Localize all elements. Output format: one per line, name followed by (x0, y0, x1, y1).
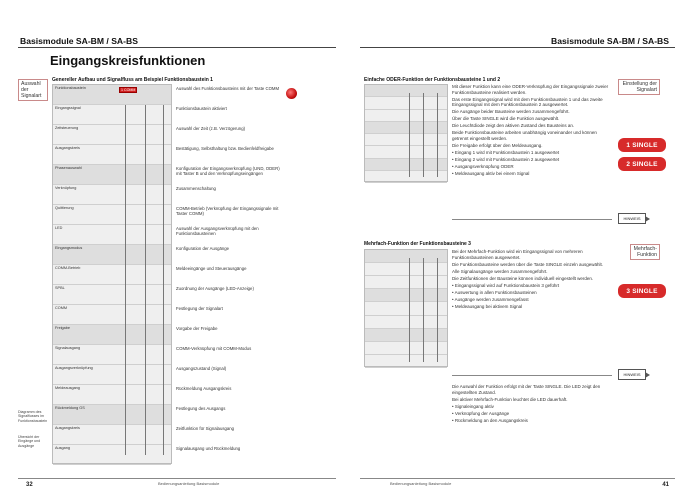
description-item: Zuordnung der Ausgänge (LED-Anzeige) (176, 286, 254, 291)
paragraph: Die Ausgänge beider Bausteine werden zusammengeführt. (452, 109, 570, 114)
diagram-row (53, 145, 171, 165)
diagram-row (365, 250, 447, 263)
diagram-row (53, 85, 171, 105)
bullet-item: • Rückmeldung an den Ausgangskreis (452, 417, 528, 423)
diagram-row-label: Freigabe (55, 326, 70, 330)
single-badge-2: 2 SINGLE (618, 157, 666, 171)
diagram-row (365, 134, 447, 146)
left-footer-text: Bedienungsanleitung Basismodule (158, 481, 220, 486)
paragraph: Die Leuchtdiode zeigt den aktiven Zustand des Bausteins an. (452, 123, 575, 128)
diagram-row (365, 171, 447, 183)
diagram-row (53, 405, 171, 425)
diagram-note: Diagramm des Signalflusses im Funktionsbaustein (18, 410, 48, 423)
description-item: COMM-Betrieb (Verknüpfung der Eingangssignale mit Taster COMM) (176, 206, 279, 217)
hinweis-box: HINWEIS (618, 369, 646, 380)
diagram-row-label: Ausgangskreis (55, 146, 80, 150)
diagram-row-label: Ausgangskreis (55, 426, 80, 430)
description-item: Auswahl des Funktionsbausteins mit der Taste COMM (176, 86, 280, 91)
description-item: Signalausgang und Rückmeldung (176, 446, 241, 451)
description-item: Zusammenschaltung (176, 186, 216, 191)
description-item: Bestätigung, Selbsthaltung bzw. Bedienfeldfreigabe (176, 146, 274, 151)
paragraph: Die Auswahl der Funktion erfolgt mit der Taste SINGLE. Die LED zeigt den eingestellten Zustand. (452, 384, 601, 395)
right-side-label-mid: Mehrfach-Funktion (630, 244, 660, 260)
diagram-row (53, 105, 171, 125)
description-item: Vorgabe der Freigabe (176, 326, 218, 331)
diagram-row (365, 85, 447, 97)
description-item: Funktionsbaustein aktiviert (176, 106, 227, 111)
right-page-number: 41 (662, 482, 669, 488)
diagram-row (365, 316, 447, 329)
bullet-item: • Eingang 2 wird mit Funktionsbaustein 2 ausgewertet (452, 156, 560, 162)
diagram-row (53, 265, 171, 285)
diagram-row-label: Meldeausgang (55, 386, 80, 390)
hinweis-box: HINWEIS (618, 213, 646, 224)
signal-line (125, 105, 126, 455)
signal-line (145, 105, 146, 455)
diagram-row-label: Ausgang (55, 446, 70, 450)
diagram-row-label: Verknüpfung (55, 186, 77, 190)
diagram-row (53, 205, 171, 225)
diagram-row-label: Rückmeldung GS (55, 406, 85, 410)
diagram-row (53, 425, 171, 445)
paragraph: Mit dieser Funktion kann eine ODER-Verknüpfung der Eingangssignale zweier Funktionsbausteine realisiert werden. (452, 84, 609, 95)
paragraph: Die Zeitfunktionen der Bausteine können individuell eingestellt werden. (452, 275, 594, 281)
signal-line (409, 93, 410, 177)
diagram-row (53, 365, 171, 385)
description-item: Auswahl der Ausgangsverknüpfung mit den Funktionsbausteinen (176, 226, 259, 237)
diagram-row-label: Phasenauswahl (55, 166, 82, 170)
paragraph: Über die Taste SINGLE wird die Funktion ausgewählt. (452, 116, 560, 121)
bullet-item: • Verknüpfung der Ausgänge (452, 410, 510, 416)
diagram-row-label: SPBL (55, 286, 65, 290)
diagram-row-label: COMM-Betrieb (55, 266, 81, 270)
multi-function-diagram (364, 249, 448, 367)
right-sub-head-mid: Mehrfach-Funktion der Funktionsbausteine 3 (364, 241, 471, 247)
diagram-row (53, 385, 171, 405)
diagram-row-label: Signalausgang (55, 346, 81, 350)
right-footer-text: Bedienungsanleitung Basismodule (390, 481, 452, 486)
diagram-row (53, 225, 171, 245)
diagram-row-label: Eingangssignal (55, 106, 81, 110)
diagram-row (365, 355, 447, 368)
right-side-label-top: Einstellung der Signalart (618, 79, 660, 95)
description-item: Konfiguration der Ausgänge (176, 246, 230, 251)
bottom-text (452, 384, 610, 425)
diagram-row-label: Ausgangsverknüpfung (55, 366, 93, 370)
description-item: Ausgangszustand (Signal) (176, 366, 227, 371)
left-header-rule (18, 47, 336, 48)
diagram-row (365, 302, 447, 315)
left-page (18, 0, 336, 499)
diagram-row-label: Quittierung (55, 206, 74, 210)
diagram-row (53, 125, 171, 145)
hinweis-line (452, 219, 612, 220)
diagram-row-label: Funktionsbaustein (55, 86, 86, 90)
bullet-item: • Auswertung in allen Funktionsbausteinen (452, 289, 537, 295)
description-item: Festlegung des Ausgangs (176, 406, 226, 411)
diagram-row (53, 305, 171, 325)
signal-line (437, 258, 438, 362)
bullet-item: • Meldeausgang bei aktivem Signal (452, 303, 523, 309)
left-footer-rule (18, 478, 336, 479)
diagram-row (365, 122, 447, 134)
bullet-item: • Eingangssignal wird auf Funktionsbaustein 3 geführt (452, 282, 560, 288)
diagram-row (53, 325, 171, 345)
diagram-row (365, 263, 447, 276)
right-header-rule (360, 47, 675, 48)
diagram-row-label: LED (55, 226, 63, 230)
signal-line (423, 258, 424, 362)
left-page-number: 32 (26, 482, 33, 488)
diagram-row (53, 245, 171, 265)
description-item: Meldeeingänge und Steuerausgänge (176, 266, 247, 271)
right-page (360, 0, 675, 499)
diagram-row (365, 342, 447, 355)
single-badge-1: 1 SINGLE (618, 138, 666, 152)
diagram-row (365, 276, 447, 289)
diagram-row-label: Zeitsteuerung (55, 126, 79, 130)
description-item: COMM-Verknüpfung mit COMM-Modus (176, 346, 252, 351)
diagram-row (365, 289, 447, 302)
bullet-item: • Signaleingang aktiv (452, 403, 494, 409)
description-item: Rückmeldung Ausgangskreis (176, 386, 232, 391)
description-item: Festlegung der Signalart (176, 306, 223, 311)
diagram-row (53, 165, 171, 185)
diagram-row-label: Eingangsmodus (55, 246, 83, 250)
diagram-row-label: COMM (55, 306, 68, 310)
or-function-diagram (364, 84, 448, 182)
paragraph: Das erste Eingangssignal wird mit dem Funktionsbaustein 1 und das zweite Eingangssignal mit dem Funktionsbaustein 2 ausgewertet. (452, 96, 603, 107)
signal-line (409, 258, 410, 362)
diagram-row (365, 110, 447, 122)
left-side-label: Auswahl der Signalart (18, 79, 48, 101)
paragraph: Die Freigabe erfolgt über den Meldeausgang. (452, 142, 543, 148)
indicator-lamp-icon (286, 88, 297, 99)
description-column (176, 86, 286, 466)
description-item: Zeitfunktion für Signalausgang (176, 426, 235, 431)
right-header-title: Basismodule SA-BM / SA-BS (551, 36, 669, 46)
bullet-item: • Meldeausgang aktiv bei einem Signal (452, 170, 530, 176)
description-item: Auswahl der Zeit (z.B. Verzögerung) (176, 126, 246, 131)
diagram-row (53, 185, 171, 205)
single-badge-3: 3 SINGLE (618, 284, 666, 298)
paragraph: Bei der Mehrfach-Funktion wird ein Eingangssignal von mehreren Funktionsbausteinen ausgewertet. (452, 249, 583, 260)
diagram-row (365, 146, 447, 158)
or-function-text (452, 84, 610, 178)
left-header-title: Basismodule SA-BM / SA-BS (20, 36, 138, 46)
diagram-note: Übersicht der Eingänge und Ausgänge (18, 435, 41, 448)
paragraph: Beide Funktionsbausteine arbeiten unabhängig voneinander und können getrennt eingestellt werden. (452, 130, 597, 141)
paragraph: Alle Signalausgänge werden zusammengeführt. (452, 268, 548, 274)
diagram-row (365, 159, 447, 171)
description-item: Konfiguration der Eingangsverknüpfung (UND, ODER) mit Taster B und den Verknüpfungseingängen (176, 166, 280, 177)
hinweis-line (452, 375, 612, 376)
signal-line (423, 93, 424, 177)
bullet-item: • Ausgänge werden zusammengefasst (452, 296, 529, 302)
bullet-item: • Ausgangsverknüpfung ODER (452, 163, 514, 169)
diagram-row (365, 97, 447, 109)
section-title: Eingangskreisfunktionen (50, 53, 206, 68)
diagram-row (53, 445, 171, 465)
signal-flow-diagram (52, 84, 172, 464)
left-sub-head: Genereller Aufbau und Signalfluss am Beispiel Funktionsbaustein 1 (52, 77, 213, 83)
signal-line (437, 93, 438, 177)
paragraph: Bei aktiver Mehrfach-Funktion leuchtet die LED dauerhaft. (452, 396, 568, 402)
right-sub-head-top: Einfache ODER-Funktion der Funktionsbausteine 1 und 2 (364, 77, 501, 83)
diagram-row (365, 329, 447, 342)
diagram-chip: 1 COMM (121, 88, 136, 92)
diagram-row (53, 345, 171, 365)
diagram-row (53, 285, 171, 305)
right-footer-rule (360, 478, 675, 479)
signal-line (163, 105, 164, 455)
multi-function-text (452, 249, 610, 311)
bullet-item: • Eingang 1 wird mit Funktionsbaustein 1 ausgewertet (452, 149, 560, 155)
paragraph: Die Funktionsbausteine werden über die Taste SINGLE einzeln ausgewählt. (452, 261, 604, 267)
